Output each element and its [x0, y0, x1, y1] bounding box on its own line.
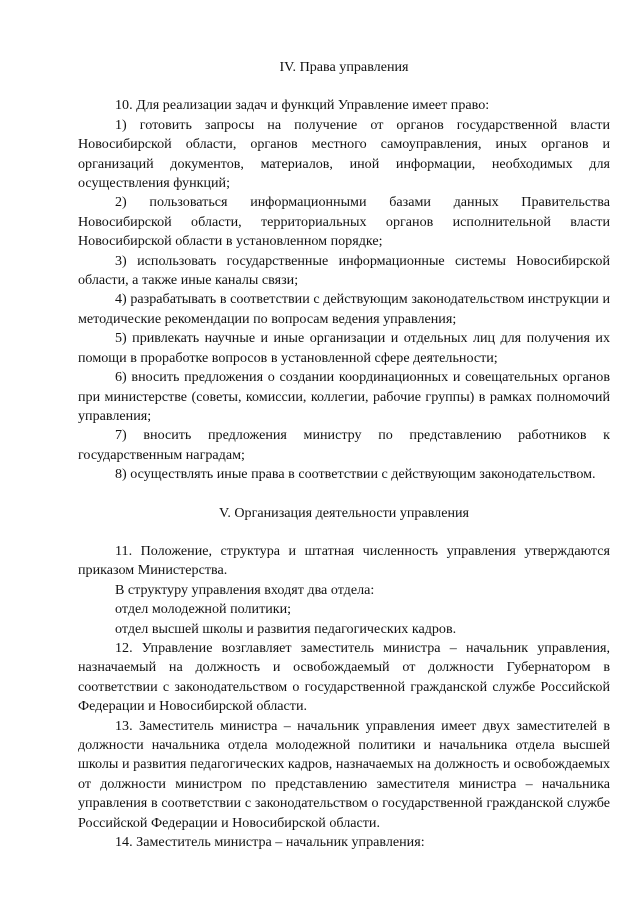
- paragraph-10-item-5: 5) привлекать научные и иные организации и отдельных лиц для получения их помощи в проработке вопросов в установленной сфере деятельности;: [78, 330, 610, 366]
- paragraph-11-dept-1: отдел молодежной политики;: [115, 601, 292, 618]
- paragraph-10-item-7: 7) вносить предложения министру по представлению работников к государственным наградам;: [78, 427, 610, 463]
- paragraph-10-item-6: 6) вносить предложения о создании координационных и совещательных органов при министерстве (советы, комиссии, коллегии, рабочие группы) в рамках полномочий управления;: [78, 369, 610, 424]
- paragraph-10-item-3: 3) использовать государственные информационные системы Новосибирской области, а также иные каналы связи;: [78, 252, 610, 289]
- document-page: [78, 58, 610, 852]
- paragraph-14: 14. Заместитель министра – начальник управления:: [115, 834, 425, 851]
- paragraph-12: 12. Управление возглавляет заместитель министра – начальник управления, назначаемый на должность и освобождаемый от должности Губернатором в соответствии с законодательством о государственной гражданской службе Российской Федерации и Новосибирской области.: [78, 639, 610, 715]
- paragraph-11-dept-2: отдел высшей школы и развития педагогических кадров.: [115, 620, 457, 637]
- paragraph-10-item-4: 4) разрабатывать в соответствии с действующим законодательством инструкции и методические рекомендации по вопросам ведения управления;: [78, 291, 610, 327]
- section-5-heading: V. Организация деятельности управления: [218, 504, 470, 521]
- paragraph-10-item-2: 2) пользоваться информационными базами данных Правительства Новосибирской области, территориальных органов исполнительной власти Новосибирской области в установленном порядке;: [78, 194, 610, 250]
- paragraph-10-item-1: 1) готовить запросы на получение от органов государственной власти Новосибирской области, органов местного самоуправления, иных органов и организаций документов, материалов, иной информации, необходимых для осуществления функций;: [78, 116, 610, 192]
- paragraph-10-item-8: 8) осуществлять иные права в соответствии с действующим законодательством.: [115, 466, 596, 483]
- section-4-heading: IV. Права управления: [279, 59, 409, 75]
- paragraph-10: 10. Для реализации задач и функций Управление имеет право:: [115, 97, 490, 114]
- paragraph-13: 13. Заместитель министра – начальник управления имеет двух заместителей в должности начальника отдела молодежной политики и начальника отдела высшей школы и развития педагогических кадров, назначаемых на должность и освобождаемых от должности министром по представлению заместителя министра – начальника управления в соответствии с законодательством о государственной гражданской службе Российской Федерации и Новосибирской области.: [78, 717, 610, 831]
- paragraph-11-structure: В структуру управления входят два отдела:: [115, 581, 375, 598]
- paragraph-11: 11. Положение, структура и штатная численность управления утверждаются приказом Министерства.: [78, 542, 610, 579]
